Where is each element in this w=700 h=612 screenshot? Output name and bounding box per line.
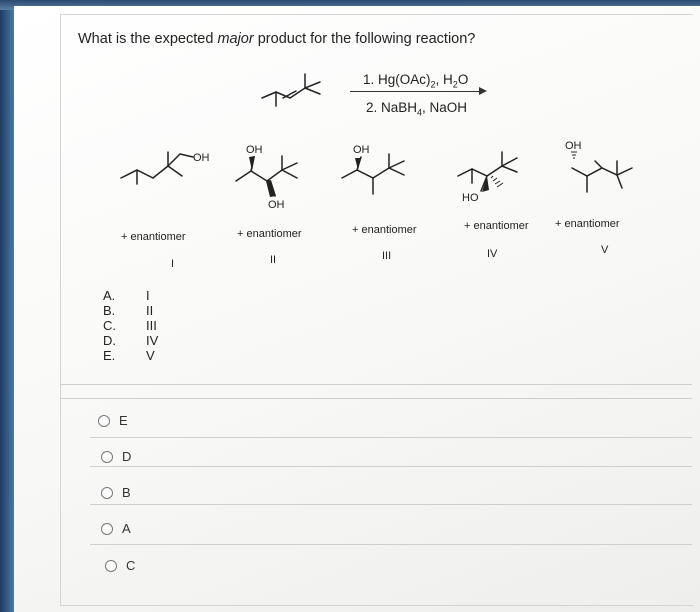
answer-key-numeral: V xyxy=(146,348,155,363)
radio-icon[interactable] xyxy=(101,487,113,499)
option-divider xyxy=(90,504,692,505)
structure-ii-bonds xyxy=(236,156,297,196)
structure-iv-numeral: IV xyxy=(487,248,498,260)
structure-i-numeral: I xyxy=(171,258,175,270)
structure-iii-numeral: III xyxy=(382,250,392,262)
radio-icon[interactable] xyxy=(101,523,113,535)
structure-iii-bonds xyxy=(342,154,404,194)
structure-v-bonds xyxy=(572,161,632,192)
hash-bond-v xyxy=(571,152,577,158)
option-label: E xyxy=(119,413,128,428)
option-b[interactable] xyxy=(101,485,131,500)
answer-key-letter: E. xyxy=(103,348,116,363)
structure-i-group: OH xyxy=(193,152,210,164)
options-divider xyxy=(60,398,692,399)
option-label: D xyxy=(122,449,132,464)
structure-iv-group: HO xyxy=(462,192,479,204)
wedge-bond-ii-top xyxy=(249,156,255,171)
answer-key-numeral: I xyxy=(146,288,150,303)
option-e[interactable] xyxy=(98,413,128,428)
wedge-bond-ii-bottom xyxy=(266,180,276,197)
option-label: A xyxy=(122,521,131,536)
structure-ii-caption: + enantiomer xyxy=(237,228,302,240)
option-label: B xyxy=(122,485,131,500)
reagent-step-2: 2. NaBH$_4$, NaOH xyxy=(366,100,468,118)
structure-i-bonds xyxy=(121,152,193,184)
answer-key-numeral: III xyxy=(146,318,157,333)
hash-bond-iv xyxy=(491,176,503,187)
reagent-step-1: 1. $Hg(OAc)_2$, $H_2O$ xyxy=(363,72,469,90)
option-c[interactable] xyxy=(105,558,135,573)
structure-ii-numeral: II xyxy=(270,254,277,266)
structure-v-caption: + enantiomer xyxy=(555,218,620,230)
option-divider xyxy=(90,437,692,438)
answer-key-letter: C. xyxy=(103,318,116,333)
answer-key-numeral: II xyxy=(146,303,154,318)
answer-key-letter: B. xyxy=(103,303,116,318)
option-a[interactable] xyxy=(101,521,131,536)
structure-ii-group-top: OH xyxy=(246,144,263,156)
structure-iii-group: OH xyxy=(353,144,370,156)
options-top-divider xyxy=(60,384,692,385)
answer-key-letter: D. xyxy=(103,333,116,348)
structure-v-group: OH xyxy=(565,140,582,152)
radio-icon[interactable] xyxy=(98,415,110,427)
answer-key-letter: A. xyxy=(103,288,116,303)
answer-key-numerals xyxy=(146,288,158,363)
question-emphasis: major xyxy=(217,31,254,47)
option-divider xyxy=(90,466,692,467)
structure-i-caption: + enantiomer xyxy=(121,231,186,243)
structure-v-numeral: V xyxy=(601,244,609,256)
structure-iii-caption: + enantiomer xyxy=(352,224,417,236)
option-divider xyxy=(90,544,692,545)
option-d[interactable] xyxy=(101,449,131,464)
option-label: C xyxy=(126,558,136,573)
radio-icon[interactable] xyxy=(105,560,117,572)
wedge-bond-iii xyxy=(355,158,361,170)
structure-ii-group-bottom: OH xyxy=(268,199,285,211)
answer-key-numeral: IV xyxy=(146,333,159,348)
answer-key-letters xyxy=(103,288,116,363)
structure-iv-caption: + enantiomer xyxy=(464,220,529,232)
question-text: What is the expected major product for the following reaction? xyxy=(78,31,476,47)
radio-icon[interactable] xyxy=(101,451,113,463)
